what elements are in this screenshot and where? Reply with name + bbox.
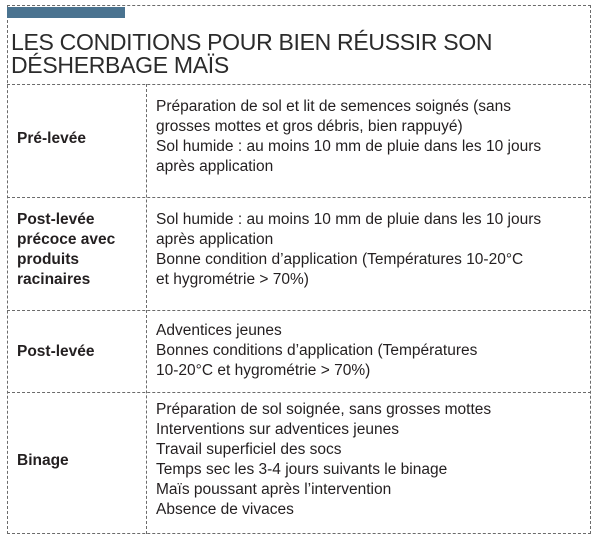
desc-line: Préparation de sol et lit de semences soignés (sans	[156, 98, 511, 115]
desc-line: Travail superficiel des socs	[156, 441, 342, 458]
desc-line: après application	[156, 231, 274, 248]
title-line-1: LES CONDITIONS POUR BIEN RÉUSSIR SON	[11, 29, 493, 55]
desc-line: Sol humide : au moins 10 mm de pluie dans les 10 jours	[156, 138, 542, 155]
title-line-2: DÉSHERBAGE MAÏS	[11, 52, 229, 78]
desc-line: Sol humide : au moins 10 mm de pluie dans les 10 jours	[156, 211, 542, 228]
row-label-pre-levee: Pré-levée	[17, 130, 86, 147]
row-divider	[7, 84, 591, 85]
desc-line: Bonnes conditions d’application (Températures	[156, 342, 478, 359]
row-label-binage: Binage	[17, 452, 69, 469]
desc-line: Bonne condition d’application (Températures 10-20°C	[156, 251, 524, 268]
desc-line: Adventices jeunes	[156, 322, 282, 339]
page-title	[11, 31, 571, 77]
desc-line: Interventions sur adventices jeunes	[156, 421, 399, 438]
row-label-post-levee: Post-levée	[17, 343, 95, 360]
row-desc-pre-levee	[156, 97, 584, 177]
row-divider	[7, 392, 591, 393]
conditions-table	[7, 84, 591, 534]
desc-line: Absence de vivaces	[156, 501, 294, 518]
desc-line: et hygrométrie > 70%)	[156, 271, 309, 288]
row-desc-binage	[156, 400, 584, 520]
column-divider	[146, 84, 147, 534]
row-divider	[7, 310, 591, 311]
row-desc-post-levee	[156, 321, 584, 381]
desc-line: grosses mottes et gros débris, bien rappuyé)	[156, 118, 463, 135]
row-desc-post-levee-precoce	[156, 210, 584, 290]
desc-line: Temps sec les 3-4 jours suivants le binage	[156, 461, 448, 478]
desc-line: après application	[156, 158, 274, 175]
desc-line: Maïs poussant après l’intervention	[156, 481, 392, 498]
accent-bar	[7, 7, 125, 18]
desc-line: Préparation de sol soignée, sans grosses mottes	[156, 401, 492, 418]
row-divider	[7, 197, 591, 198]
row-label-post-levee-precoce: Post-levée précoce avec produits racinaires	[17, 211, 116, 288]
desc-line: 10-20°C et hygrométrie > 70%)	[156, 362, 371, 379]
